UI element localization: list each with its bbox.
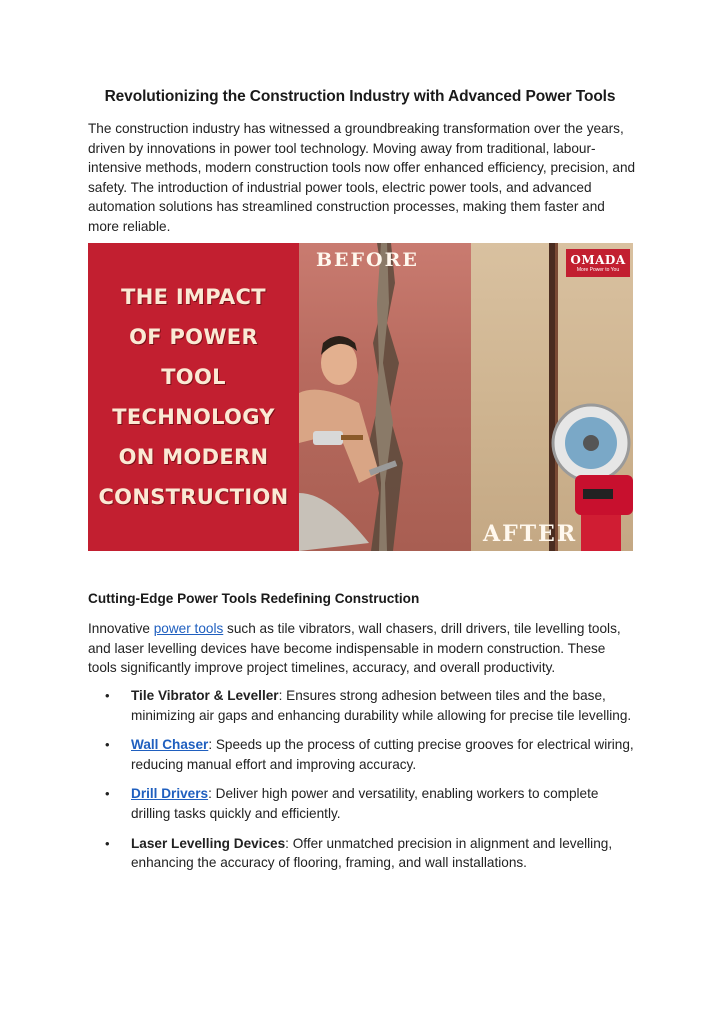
bullet-dot: • (105, 688, 110, 703)
bullet-dot: • (105, 737, 110, 753)
bullet-dot: • (105, 835, 110, 851)
tool-list (88, 686, 636, 883)
before-wall-illustration (299, 243, 471, 551)
list-item (88, 735, 636, 774)
para-text-after-link: such as tile vibrators, wall chasers, drill drivers, tile levelling tools, and laser levelling devices have become indispensable in modern construction. These tools significantly improve project timelines, accuracy, and overall productivity. (88, 621, 621, 676)
hero-headline-panel (88, 243, 299, 551)
list-item-text: : Offer unmatched precision in alignment and levelling, enhancing the accuracy of flooring, framing, and wall installations. (131, 835, 613, 871)
section-heading: Cutting-Edge Power Tools Redefining Construction (88, 591, 420, 606)
hero-image (88, 243, 633, 551)
list-item-text: : Ensures strong adhesion between tiles and the base, minimizing air gaps and enhancing durability while allowing for precise tile levelling. (131, 688, 632, 723)
after-wall-illustration (471, 243, 633, 551)
before-photo (299, 243, 471, 551)
list-item (88, 686, 636, 725)
section-paragraph (88, 619, 636, 678)
list-item (88, 784, 636, 823)
list-item (88, 834, 636, 873)
hero-headline-line: THE IMPACT (121, 285, 266, 309)
intro-paragraph: The construction industry has witnessed a groundbreaking transformation over the years, driven by innovations in power tool technology. Moving away from traditional, labour-intensive methods, modern construction tools now offer enhanced efficiency, precision, and safety. The introduction of industrial power tools, electric power tools, and advanced automation solutions has streamlined construction processes, making them faster and more reliable. (88, 121, 636, 234)
hero-headline-line: CONSTRUCTION (98, 485, 289, 509)
brand-tagline: More Power to You (576, 267, 620, 273)
brand-name: OMADA (570, 253, 626, 267)
wall-chaser-link[interactable]: Wall Chaser (131, 737, 209, 753)
page-title: Revolutionizing the Construction Industry with Advanced Power Tools (104, 88, 616, 105)
hero-headline-line: ON MODERN (118, 445, 269, 469)
hero-headline-line: TOOL (161, 365, 226, 389)
list-item-text: : Speeds up the process of cutting precise grooves for electrical wiring, reducing manual effort and improving accuracy. (131, 737, 634, 772)
power-tools-link[interactable]: power tools (153, 621, 224, 636)
before-label: BEFORE (316, 249, 419, 271)
para-text-before-link: Innovative (88, 621, 154, 636)
list-item-term: Tile Vibrator & Leveller (131, 688, 279, 703)
drill-drivers-link[interactable]: Drill Drivers (131, 786, 209, 802)
hero-headline-line: TECHNOLOGY (112, 405, 275, 429)
omada-logo (566, 249, 630, 277)
after-label: AFTER (483, 521, 578, 547)
hero-headline-line: OF POWER (129, 325, 258, 349)
bullet-dot: • (105, 786, 110, 802)
after-photo (471, 243, 633, 551)
list-item-text: : Deliver high power and versatility, enabling workers to complete drilling tasks quickly and efficiently. (131, 786, 599, 821)
list-item-term: Laser Levelling Devices (131, 835, 286, 851)
